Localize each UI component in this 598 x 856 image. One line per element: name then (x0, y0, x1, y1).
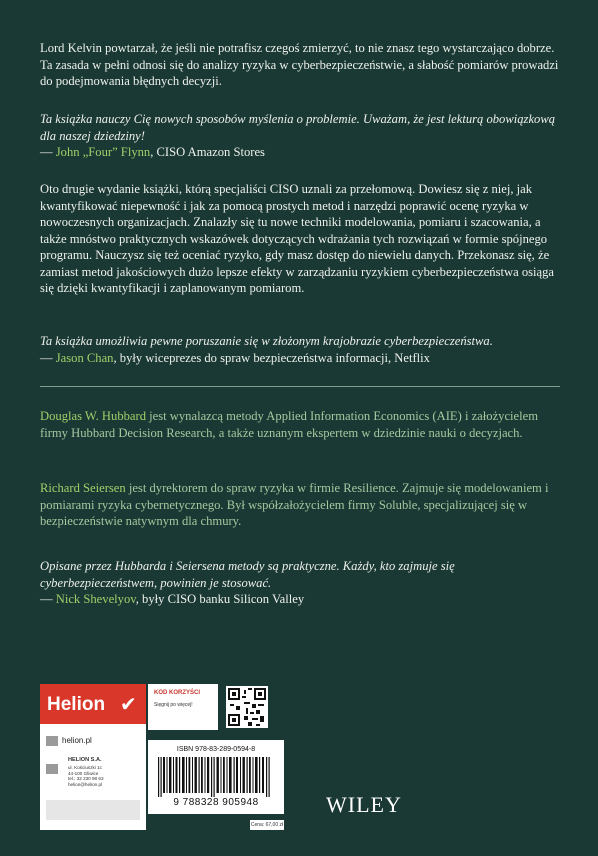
quote-flynn-text: Ta książka nauczy Cię nowych sposobów myślenia o problemie. Uważam, że jest lekturą obowiązkową dla naszej dziedziny! (40, 112, 556, 143)
author-hubbard-name: Douglas W. Hubbard (40, 409, 146, 423)
barcode-bars (156, 757, 276, 797)
addr-line-3: tel.: 32 230 98 63 (68, 776, 104, 782)
helion-logo: Helion (47, 694, 106, 715)
kod-subtitle: Sięgnij po więcej! (154, 702, 193, 708)
divider (40, 386, 560, 387)
quote-chan-text: Ta książka umożliwia pewne poruszanie się w złożonym krajobrazie cyberbezpieczeństwa. (40, 334, 493, 348)
quote-shevelyov-role: , były CISO banku Silicon Valley (135, 592, 305, 606)
intro-paragraph: Lord Kelvin powtarzał, że jeśli nie potrafisz czegoś zmierzyć, to nie znasz tego wystarczająco dobrze. Ta zasada w pełni odnosi się do analizy ryzyka w cyberbezpieczeństwie, a słabość pomiarów prowadzi do podejmowania błędnych decyzji. (40, 41, 559, 88)
quote-flynn (40, 111, 560, 161)
quote-flynn-role: , CISO Amazon Stores (150, 145, 265, 159)
publisher-box (40, 684, 146, 830)
addr-line-2: 44-100 Gliwice (68, 770, 99, 776)
addr-line-4: helion@helion.pl (68, 781, 103, 787)
qr-code-icon (226, 686, 268, 728)
quote-shevelyov-name: Nick Shevelyov (55, 592, 136, 606)
quote-flynn-attribution (40, 144, 560, 161)
quote-shevelyov-attribution (40, 591, 560, 608)
author-seiersen (40, 480, 560, 530)
isbn-barcode (148, 740, 284, 814)
kod-title: KOD KORZYŚCI (154, 690, 201, 696)
addr-line-1: ul. Kościuszki 1c (68, 765, 102, 770)
dash: — (40, 350, 56, 365)
publisher-extra-panel (46, 800, 140, 820)
dash: — (40, 592, 56, 606)
author-hubbard (40, 408, 560, 441)
quote-shevelyov (40, 558, 560, 608)
checkmark-icon: ✔ (120, 692, 137, 716)
author-seiersen-name: Richard Seiersen (40, 481, 126, 495)
dash: — (40, 145, 56, 159)
publisher-website: helion.pl (62, 736, 92, 746)
author-seiersen-bio: jest dyrektorem do spraw ryzyka w firmie Resilience. Zajmuje się modelowaniem i pomiarami ryzyka cybernetycznego. Był współzałożycielem firmy Soluble, specjalizującej się w bezpieczeństwie natywnym dla chmury. (40, 481, 549, 528)
quote-chan-role: , były wiceprezes do spraw bezpieczeństwa informacji, Netflix (113, 350, 430, 365)
wiley-logo: WILEY (326, 792, 402, 817)
quote-shevelyov-text: Opisane przez Hubbarda i Seiersena metody są praktyczne. Każdy, kto zajmuje się cyberbezpieczeństwem, powinien je stosować. (40, 559, 455, 590)
quote-chan-name: Jason Chan (55, 350, 114, 365)
website-row (46, 736, 92, 746)
quote-chan (40, 333, 560, 366)
quote-flynn-name: John „Four” Flynn (55, 145, 151, 159)
description-paragraph: Oto drugie wydanie książki, którą specjaliści CISO uznali za przełomową. Dowiesz się z niej, jak kwantyfikować niepewność i jak za pomocą prostych metod i narzędzi poprawić ocenę ryzyka w nowoczesnych organizacjach. Znalazły się tu nowe techniki modelowania, pomiaru i szacowania, a także mnóstwo praktycznych wskazówek dotyczących wdrażania tych rozwiązań w formie spójnego programu. Nauczysz się też oceniać ryzyko, gdy masz dostęp do niewielu danych. Przekonasz się, że zamiast metod jakościowych dużo lepsze efekty w zarządzaniu ryzykiem cyberbezpieczeństwa osiąga się dzięki kwantyfikacji i zaplanowanym pomiarom. (40, 182, 555, 295)
kod-korzysci-box (148, 684, 218, 730)
building-icon (46, 764, 58, 774)
publisher-company: HELION S.A. (68, 757, 102, 763)
price-label: Cena: 67,00 zł (250, 822, 284, 828)
isbn-number: ISBN 978-83-289-0594-8 (176, 746, 256, 753)
quote-chan-attribution (40, 350, 560, 367)
barcode-digits: 9 788328 905948 (173, 797, 259, 808)
cart-icon (46, 736, 58, 746)
author-hubbard-bio: jest wynalazcą metody Applied Information Economics (AIE) i założycielem firmy Hubbard Decision Research, a także uznanym ekspertem w dziedzinie nauki o decyzjach. (40, 409, 539, 440)
helion-logo-bar (40, 684, 146, 724)
